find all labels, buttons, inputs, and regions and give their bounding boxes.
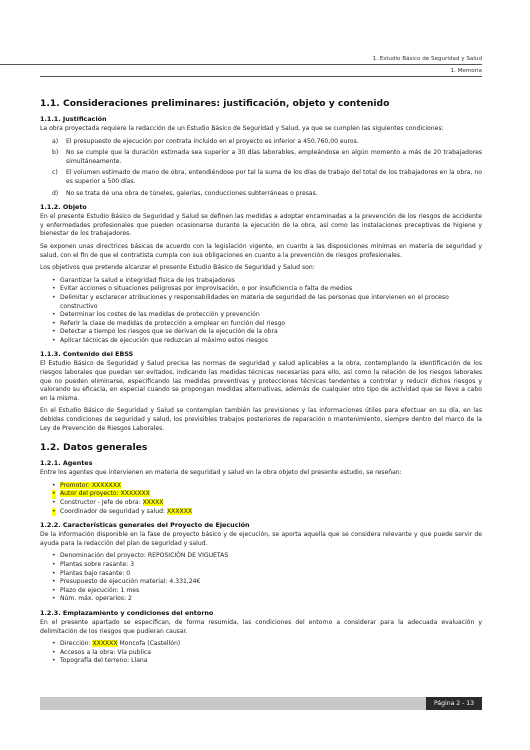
list-item: • Núm. máx. operarios: 2 bbox=[52, 595, 132, 603]
page-number: Página 2 - 13 bbox=[426, 697, 482, 710]
header-divider bbox=[0, 64, 482, 65]
paragraph: Los objetivos que pretende alcanzar el presente Estudio Básico de Seguridad y Salud son: bbox=[40, 264, 315, 272]
list-item: • Denominación del proyecto: REPOSICIÓN DE VIGUETAS bbox=[52, 552, 229, 560]
running-header bbox=[373, 55, 482, 76]
site-conditions-list bbox=[40, 640, 482, 666]
objectives-list bbox=[40, 277, 482, 346]
list-item: • Determinar los costes de las medidas de protección y prevención bbox=[52, 311, 260, 319]
list-item: b) No se cumple que la duración estimada sea superior a 30 días laborables, empleándose en algún momento a más de 20 trabajadores simultáneamente. bbox=[52, 149, 482, 165]
header-bottom-rule bbox=[40, 76, 482, 77]
subsection-title: 1.2.3. Emplazamiento y condiciones del entorno bbox=[40, 608, 214, 617]
subsection-title: 1.2.2. Características generales del Proyecto de Ejecución bbox=[40, 521, 250, 530]
list-item: • Promotor: XXXXXXX bbox=[52, 481, 122, 489]
subsection-title: 1.1.1. Justificación bbox=[40, 115, 107, 123]
list-item: • Plantas bajo rasante: 0 bbox=[52, 569, 131, 577]
list-item: • Evitar acciones o situaciones peligrosas por improvisación, o por insuficiencia o falta de medios bbox=[52, 285, 353, 293]
list-item: • Accesos a la obra: Vía publica bbox=[52, 648, 151, 656]
list-item: • Plantas sobre rasante: 3 bbox=[52, 560, 135, 568]
paragraph: Entre los agentes que intervienen en materia de seguridad y salud en la obra objeto del presente estudio, se reseñan: bbox=[40, 469, 402, 477]
project-characteristics-list bbox=[40, 552, 482, 604]
list-item: d) No se trata de una obra de túneles, galerías, conducciones subterráneas o presas. bbox=[52, 189, 318, 197]
list-item: • Detectar a tiempo los riesgos que se derivan de la ejecución de la obra bbox=[52, 328, 278, 336]
list-item: • Presupuesto de ejecución material: 4.331,24€ bbox=[52, 578, 201, 586]
list-item: • Autor del proyecto: XXXXXXX bbox=[52, 490, 150, 498]
list-item: • Referir la clase de medidas de protección a emplear en función del riesgo bbox=[52, 319, 286, 327]
list-item: • Constructor - Jefe de obra: XXXXX bbox=[52, 499, 164, 506]
conditions-list bbox=[40, 138, 482, 199]
paragraph: En el presente apartado se especifican, de forma resumida, las condiciones del entorno a considerar para la adecuada evaluación y delimitación de los riesgos que pudieran causar. bbox=[40, 618, 482, 635]
document-body bbox=[40, 98, 482, 670]
list-item: • Topografía del terreno: Llana bbox=[52, 657, 148, 665]
paragraph: El Estudio Básico de Seguridad y Salud precisa las normas de seguridad y salud aplicables a la obra, contemplando la identificación de los riesgos laborales que puedan ser evitados, indicando las medidas técnicas necesarias para ello, así como la relación de los riesgos laborales que no pueden eliminarse, especificando las medidas preventivas y protecciones técnicas tendentes a controlar y reducir dichos riesgos y valorando su eficacia, en especial cuando se propongan medidas alternativas, además de cualquier otro tipo de actividad que se lleve a cabo en la misma. bbox=[40, 360, 482, 402]
list-item: a) El presupuesto de ejecución por contrata incluido en el proyecto es inferior a 450.760,00 euros. bbox=[52, 137, 359, 145]
list-item: • Aplicar técnicas de ejecución que reduzcan al máximo estos riesgos bbox=[52, 336, 269, 344]
subsection-title: 1.1.2. Objeto bbox=[40, 203, 87, 212]
section-title: 1.2. Datos generales bbox=[40, 442, 148, 454]
header-line-2: 1. Memoria bbox=[450, 68, 482, 74]
header-line-1: 1. Estudio Básico de Seguridad y Salud bbox=[372, 56, 482, 62]
section-title: 1.1. Consideraciones preliminares: justificación, objeto y contenido bbox=[40, 98, 390, 109]
paragraph: De la información disponible en la fase de proyecto básico y de ejecución, se aporta aquella que se considera relevante y que puede servir de ayuda para la redacción del plan de seguridad y salud. bbox=[40, 531, 482, 547]
list-item: • Garantizar la salud e integridad física de los trabajadores bbox=[52, 276, 235, 284]
paragraph: En el presente Estudio Básico de Seguridad y Salud se definen las medidas a adoptar encaminadas a la prevención de los riesgos de accidente y enfermedades profesionales que pueden ocasionarse durante la ejecución de la obra, así como las instalaciones preceptivas de higiene y bienestar de los trabajadores. bbox=[40, 213, 482, 238]
list-item: • Plazo de ejecución: 1 mes bbox=[52, 586, 140, 594]
subsection-title: 1.2.1. Agentes bbox=[40, 459, 93, 468]
paragraph: La obra proyectada requiere la redacción de un Estudio Básico de Seguridad y Salud, ya que se cumplen las siguientes condiciones: bbox=[40, 125, 444, 132]
list-item: c) El volumen estimado de mano de obra, entendiéndose por tal la suma de los días de trabajo del total de los trabajadores en la obra, no es superior a 500 días. bbox=[52, 169, 482, 185]
list-item: • Dirección: XXXXXX Moncofa (Castellón) bbox=[52, 640, 181, 648]
list-item: • Delimitar y esclarecer atribuciones y responsabilidades en materia de seguridad de las personas que intervienen en el proceso constructivo bbox=[52, 293, 449, 310]
paragraph: En el Estudio Básico de Seguridad y Salud se contemplan también las previsiones y las informaciones útiles para efectuar en su día, en las debidas condiciones de seguridad y salud, los previsibles trabajos posteriores de reparación o mantenimiento, siempre dentro del marco de la Ley de Prevención de Riesgos Laborales. bbox=[40, 407, 482, 432]
list-item: • Coordinador de seguridad y salud: XXXXXX bbox=[52, 507, 193, 515]
paragraph: Se exponen unas directrices básicas de acuerdo con la legislación vigente, en cuanto a las disposiciones mínimas en materia de seguridad y salud, con el fin de que el contratista cumpla con sus obligaciones en cuanto a la prevención de riesgos profesionales. bbox=[40, 242, 482, 259]
subsection-title: 1.1.3. Contenido del EBSS bbox=[40, 350, 134, 359]
agents-list bbox=[40, 482, 482, 516]
footer-bar bbox=[40, 697, 482, 710]
